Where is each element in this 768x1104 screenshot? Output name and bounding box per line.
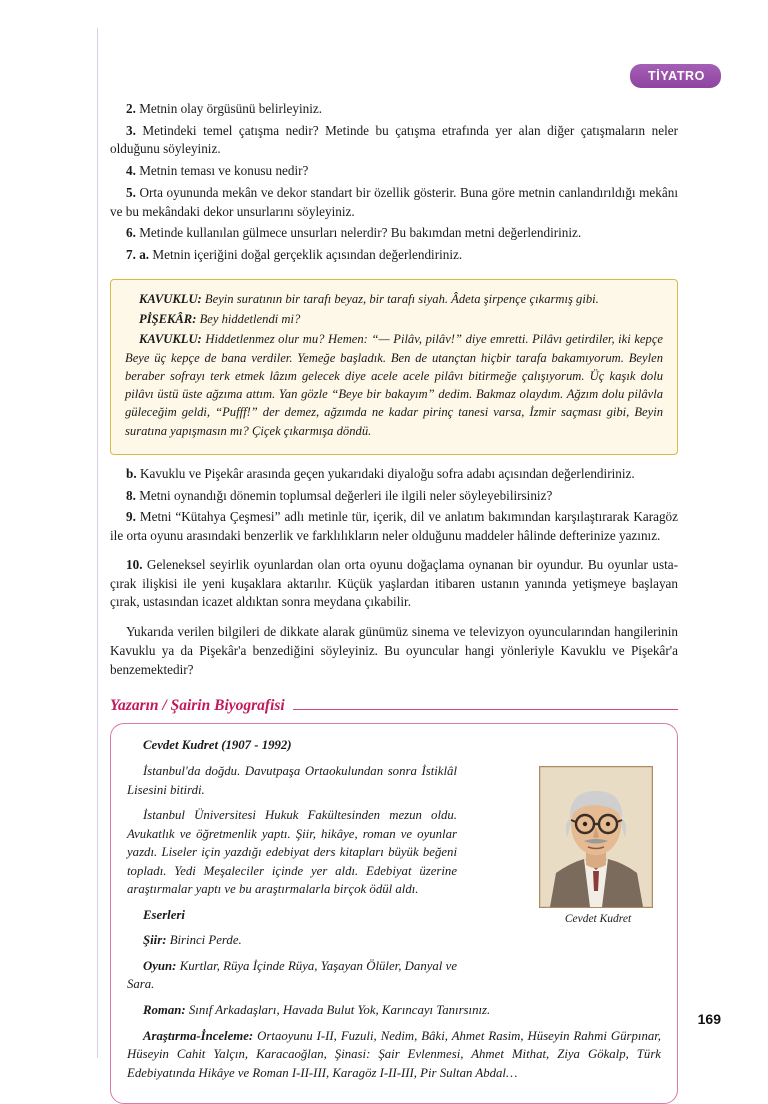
- question-item: [110, 184, 678, 221]
- work-label: Şiir:: [143, 933, 167, 948]
- question-number: b.: [126, 465, 137, 481]
- question-item: [110, 508, 678, 545]
- biography-section-title: Yazarın / Şairin Biyografisi: [110, 697, 293, 715]
- work-text: Ortaoyunu I-II, Fuzuli, Nedim, Bâki, Ahmet Rasim, Hüseyin Rahmi Gürpınar, Hüseyin Cahit Yalçın, Karacaoğlan, Şinasi: Şair Evlenmesi, Ahmet Mithat, Ziya Gökalp, Türk Edebiyatında Hikâye ve Roman I-II-III, Karagöz I-II-III, Pir Sultan Abdal…: [127, 1028, 661, 1080]
- dialogue-line: [125, 290, 663, 308]
- question-item: [110, 162, 678, 181]
- question-number: 7. a.: [126, 247, 150, 263]
- work-label: Oyun:: [143, 958, 177, 973]
- spacer: [110, 549, 678, 556]
- question-item: [110, 224, 678, 243]
- work-label: Araştırma-İnceleme:: [143, 1028, 254, 1043]
- question-text: Geleneksel seyirlik oyunlardan olan orta oyunu doğaçlama oynanan bir oyundur. Bu oyunlar usta-çırak ilişkisi ile yeni kuşaklara aktarılır. Küçük yaşlardan itibaren ustanın yanında yetişmeye başlayan çırak, ustasından icazet aldıktan sonra meydana çıkabilir.: [110, 556, 678, 610]
- question-item: [110, 556, 678, 612]
- question-item: [110, 465, 678, 484]
- question-item: [110, 122, 678, 159]
- work-item: [127, 957, 457, 994]
- question-item: [110, 100, 678, 119]
- left-margin-rule: [97, 28, 98, 1058]
- work-item: [127, 1027, 661, 1083]
- question-text: Orta oyununda mekân ve dekor standart bir özellik gösterir. Buna göre metnin canlandırıldığı mekânı ve bu mekândaki dekor unsurlarını söyleyiniz.: [110, 184, 678, 219]
- question-text: Kavuklu ve Pişekâr arasında geçen yukarıdaki diyaloğu sofra adabı açısından değerlendiriniz.: [139, 465, 635, 481]
- question-number: 8.: [126, 487, 136, 503]
- dialogue-speaker: KAVUKLU:: [139, 291, 202, 306]
- biography-paragraph: İstanbul Üniversitesi Hukuk Fakültesinden mezun oldu. Avukatlık ve öğretmenlik yaptı. Şiir, hikâye, roman ve oyunlar yazdı. Liseler için yazdığı edebiyat ders kitapları büyük beğeni topladı. Yedi Meşaleciler içinde yer aldı. Edebiyat üzerine araştırmalar yaptı ve bu araştırmalarla birçok ödül aldı.: [127, 808, 457, 897]
- biography-heading-row: [110, 697, 678, 719]
- dialogue-text: Beyin suratının bir tarafı beyaz, bir tarafı siyah. Âdeta şirpençe çıkarmış gibi.: [204, 291, 599, 306]
- question-number: 4.: [126, 163, 136, 179]
- dialogue-speaker: KAVUKLU:: [139, 332, 202, 347]
- question-text: Metindeki temel çatışma nedir? Metinde bu çatışma etrafında yer alan diğer çatışmaların neler olduğunu söyleyiniz.: [110, 122, 678, 157]
- closing-paragraph: Yukarıda verilen bilgileri de dikkate alarak günümüz sinema ve televizyon oyuncularından hangilerinin Kavuklu ya da Pişekâr'a benzediğini söyleyiniz. Bu oyuncular hangi yönleriyle Kavuklu ve Pişekâr'a benzemektedir?: [110, 624, 678, 678]
- dialogue-speaker: PİŞEKÂR:: [139, 312, 197, 327]
- author-portrait-block: [539, 766, 657, 925]
- question-number: 9.: [126, 509, 136, 525]
- author-portrait-image: [539, 766, 653, 908]
- question-text: Metni oynandığı dönemin toplumsal değerleri ile ilgili neler söyleyebilirsiniz?: [139, 487, 553, 503]
- biography-text-full-width: [127, 1001, 661, 1082]
- main-content: [110, 100, 678, 1104]
- question-text: Metni “Kütahya Çeşmesi” adlı metinle tür, içerik, dil ve anlatım bakımından karşılaştırarak Karagöz ile orta oyunu arasındaki benzerlik ve farklılıkların neler olduğunu maddeler hâlinde defterinize yazınız.: [110, 509, 678, 544]
- author-name: Cevdet Kudret (1907 - 1992): [143, 738, 292, 753]
- question-number: 2.: [126, 101, 136, 116]
- work-text: Kurtlar, Rüya İçinde Rüya, Yaşayan Ölüler, Danyal ve Sara.: [127, 958, 457, 992]
- portrait-illustration: [540, 767, 652, 907]
- question-item: [110, 487, 678, 506]
- work-item: [127, 931, 457, 950]
- question-text: Metnin olay örgüsünü belirleyiniz.: [139, 101, 323, 116]
- question-number: 6.: [126, 225, 136, 241]
- biography-box: [110, 723, 678, 1104]
- dialogue-text: Bey hiddetlendi mi?: [199, 312, 301, 327]
- question-text: Metinde kullanılan gülmece unsurları nelerdir? Bu bakımdan metni değerlendiriniz.: [139, 225, 582, 241]
- question-number: 3.: [126, 122, 136, 138]
- work-text: Sınıf Arkadaşları, Havada Bulut Yok, Karıncayı Tanırsınız.: [188, 1003, 491, 1017]
- works-title: Eserleri: [143, 907, 185, 922]
- dialogue-line: [125, 330, 663, 440]
- question-text: Metnin içeriğini doğal gerçeklik açısından değerlendiriniz.: [152, 247, 463, 263]
- biography-text-column: [127, 762, 457, 994]
- portrait-caption: Cevdet Kudret: [564, 913, 632, 926]
- question-item: [110, 246, 678, 265]
- spacer: [110, 615, 678, 622]
- question-number: 10.: [126, 556, 143, 572]
- work-item: [127, 1001, 661, 1020]
- dialogue-line: [125, 310, 663, 328]
- page-number: 169: [697, 1011, 721, 1027]
- question-number: 5.: [126, 184, 136, 200]
- work-text: Birinci Perde.: [169, 933, 242, 948]
- question-text: Metnin teması ve konusu nedir?: [139, 163, 309, 179]
- dialogue-excerpt-box: [110, 279, 678, 455]
- dialogue-text: Hiddetlenmez olur mu? Hemen: “— Pilâv, pilâv!” diye emretti. Pilâvı getirdiler, iki kepçe Beye üç kepçe de bana verdiler. Yemeğe başladık. Ben de utançtan hiçbir tarafa bakamıyorum. Beylen beraber sofrayı terk etmek lâzım gelecek diye acele acele pilâvı bitirmeğe çalışıyorum. Üç kaşık dolu pilâvı üstü üste ağzıma attım. Yan gözle “Beye bir bakayım” dedim. Bakmaz olaydım. Ağzım dolu pilâvla güleceğim geldi, “Pufff!” der demez, ağzımda ne kadar pirinç tanesi varsa, İzmir saçması gibi, Beyin suratına yapışmasın mı? Çiçek çıkarmışa döndü.: [125, 332, 663, 438]
- biography-paragraph: İstanbul'da doğdu. Davutpaşa Ortaokulundan sonra İstiklâl Lisesini bitirdi.: [127, 763, 457, 797]
- chapter-tab: TİYATRO: [630, 64, 721, 88]
- work-label: Roman:: [143, 1003, 186, 1017]
